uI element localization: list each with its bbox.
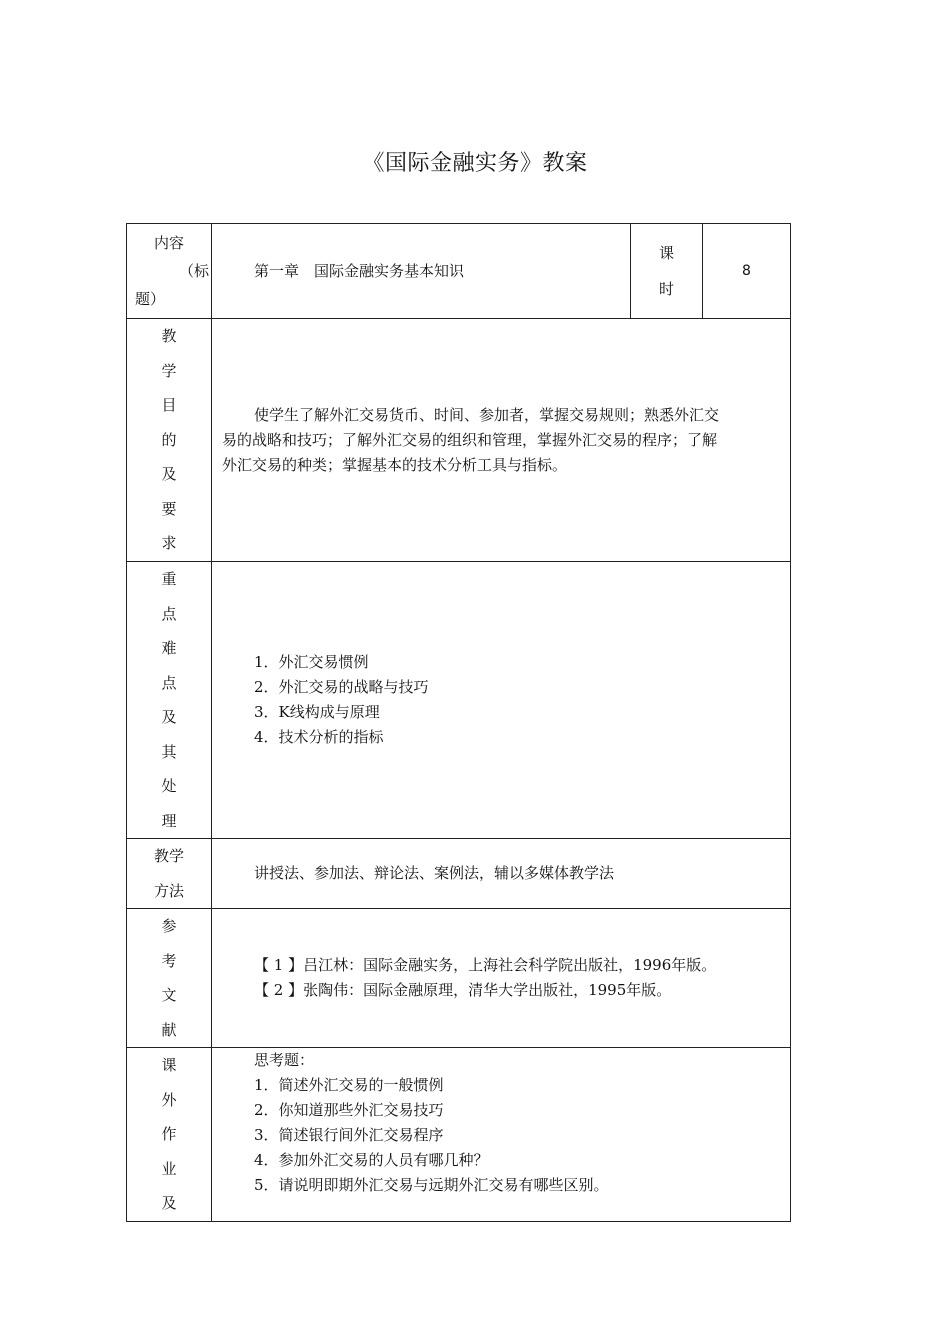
hours-label-char: 时	[658, 280, 674, 298]
content-label-line: （标	[179, 262, 210, 280]
content-label-line: 题）	[135, 290, 166, 308]
references-list	[212, 909, 791, 1048]
hw-label-char: 业	[161, 1159, 177, 1178]
goals-row	[127, 319, 791, 562]
hours-value: 8	[703, 224, 791, 319]
key-label-char: 点	[161, 673, 177, 692]
goals-line: 易的战略和技巧；了解外汇交易的组织和管理，掌握外汇交易的程序；了解	[222, 430, 718, 449]
hw-label-char: 及	[161, 1194, 177, 1212]
reference-item: 【 2 】张陶伟：国际金融原理，清华大学出版社，1995年版。	[254, 981, 672, 999]
key-label-char: 其	[161, 742, 177, 761]
goals-text	[212, 319, 791, 562]
goals-label-char: 目	[161, 396, 177, 415]
list-item: 3．K线构成与原理	[254, 703, 380, 721]
chapter-title: 第一章 国际金融实务基本知识	[212, 224, 631, 319]
goals-line: 外汇交易的种类；掌握基本的技术分析工具与指标。	[222, 455, 568, 474]
ref-label-char: 文	[161, 986, 177, 1004]
document-title: 《国际金融实务》教案	[362, 151, 588, 176]
list-item: 1．简述外汇交易的一般惯例	[254, 1076, 444, 1094]
content-row	[127, 224, 791, 319]
key-label-char: 理	[161, 811, 177, 830]
list-item: 4．参加外汇交易的人员有哪几种？	[254, 1151, 489, 1169]
content-label-line: 内容	[153, 234, 184, 252]
homework-heading: 思考题：	[254, 1051, 315, 1069]
homework-row	[127, 1048, 791, 1222]
hours-label-char: 课	[658, 244, 674, 262]
goals-label-char: 求	[161, 534, 177, 553]
references-label	[127, 909, 212, 1048]
ref-label-char: 参	[161, 917, 177, 935]
method-label	[127, 839, 212, 909]
content-label	[127, 224, 212, 319]
goals-label	[127, 319, 212, 562]
list-item: 1．外汇交易惯例	[254, 653, 369, 671]
ref-label-char: 考	[161, 951, 177, 970]
goals-line: 使学生了解外汇交易货币、时间、参加者，掌握交易规则；熟悉外汇交	[254, 405, 720, 424]
hw-label-char: 外	[161, 1090, 177, 1109]
key-label-char: 重	[161, 570, 177, 588]
hw-label-char: 作	[161, 1125, 177, 1143]
homework-list	[212, 1048, 791, 1222]
lesson-plan-table	[126, 223, 791, 1222]
goals-label-char: 学	[161, 361, 177, 380]
key-label-char: 处	[161, 777, 177, 795]
goals-label-char: 要	[161, 499, 177, 518]
method-text: 讲授法、参加法、辩论法、案例法，辅以多媒体教学法	[212, 839, 791, 909]
list-item: 5．请说明即期外汇交易与远期外汇交易有哪些区别。	[254, 1176, 609, 1194]
key-label-char: 难	[161, 639, 177, 657]
goals-label-char: 教	[161, 327, 177, 346]
method-label-line: 教学	[153, 847, 184, 865]
reference-item: 【 1 】吕江林：国际金融实务，上海社会科学院出版社，1996年版。	[254, 956, 717, 974]
key-label-char: 点	[161, 604, 177, 623]
goals-label-char: 的	[161, 430, 177, 449]
hw-label-char: 课	[161, 1056, 177, 1074]
hours-label	[631, 224, 703, 319]
goals-label-char: 及	[161, 465, 177, 484]
key-points-list	[212, 562, 791, 839]
key-label-char: 及	[161, 708, 177, 726]
list-item: 2．外汇交易的战略与技巧	[254, 678, 429, 696]
key-points-label	[127, 562, 212, 839]
homework-label	[127, 1048, 212, 1222]
list-item: 4．技术分析的指标	[254, 728, 384, 746]
method-row	[127, 839, 791, 909]
list-item: 2．你知道那些外汇交易技巧	[254, 1101, 444, 1119]
ref-label-char: 献	[161, 1020, 177, 1039]
method-label-line: 方法	[153, 881, 184, 900]
list-item: 3．简述银行间外汇交易程序	[254, 1126, 444, 1144]
references-row	[127, 909, 791, 1048]
key-points-row	[127, 562, 791, 839]
